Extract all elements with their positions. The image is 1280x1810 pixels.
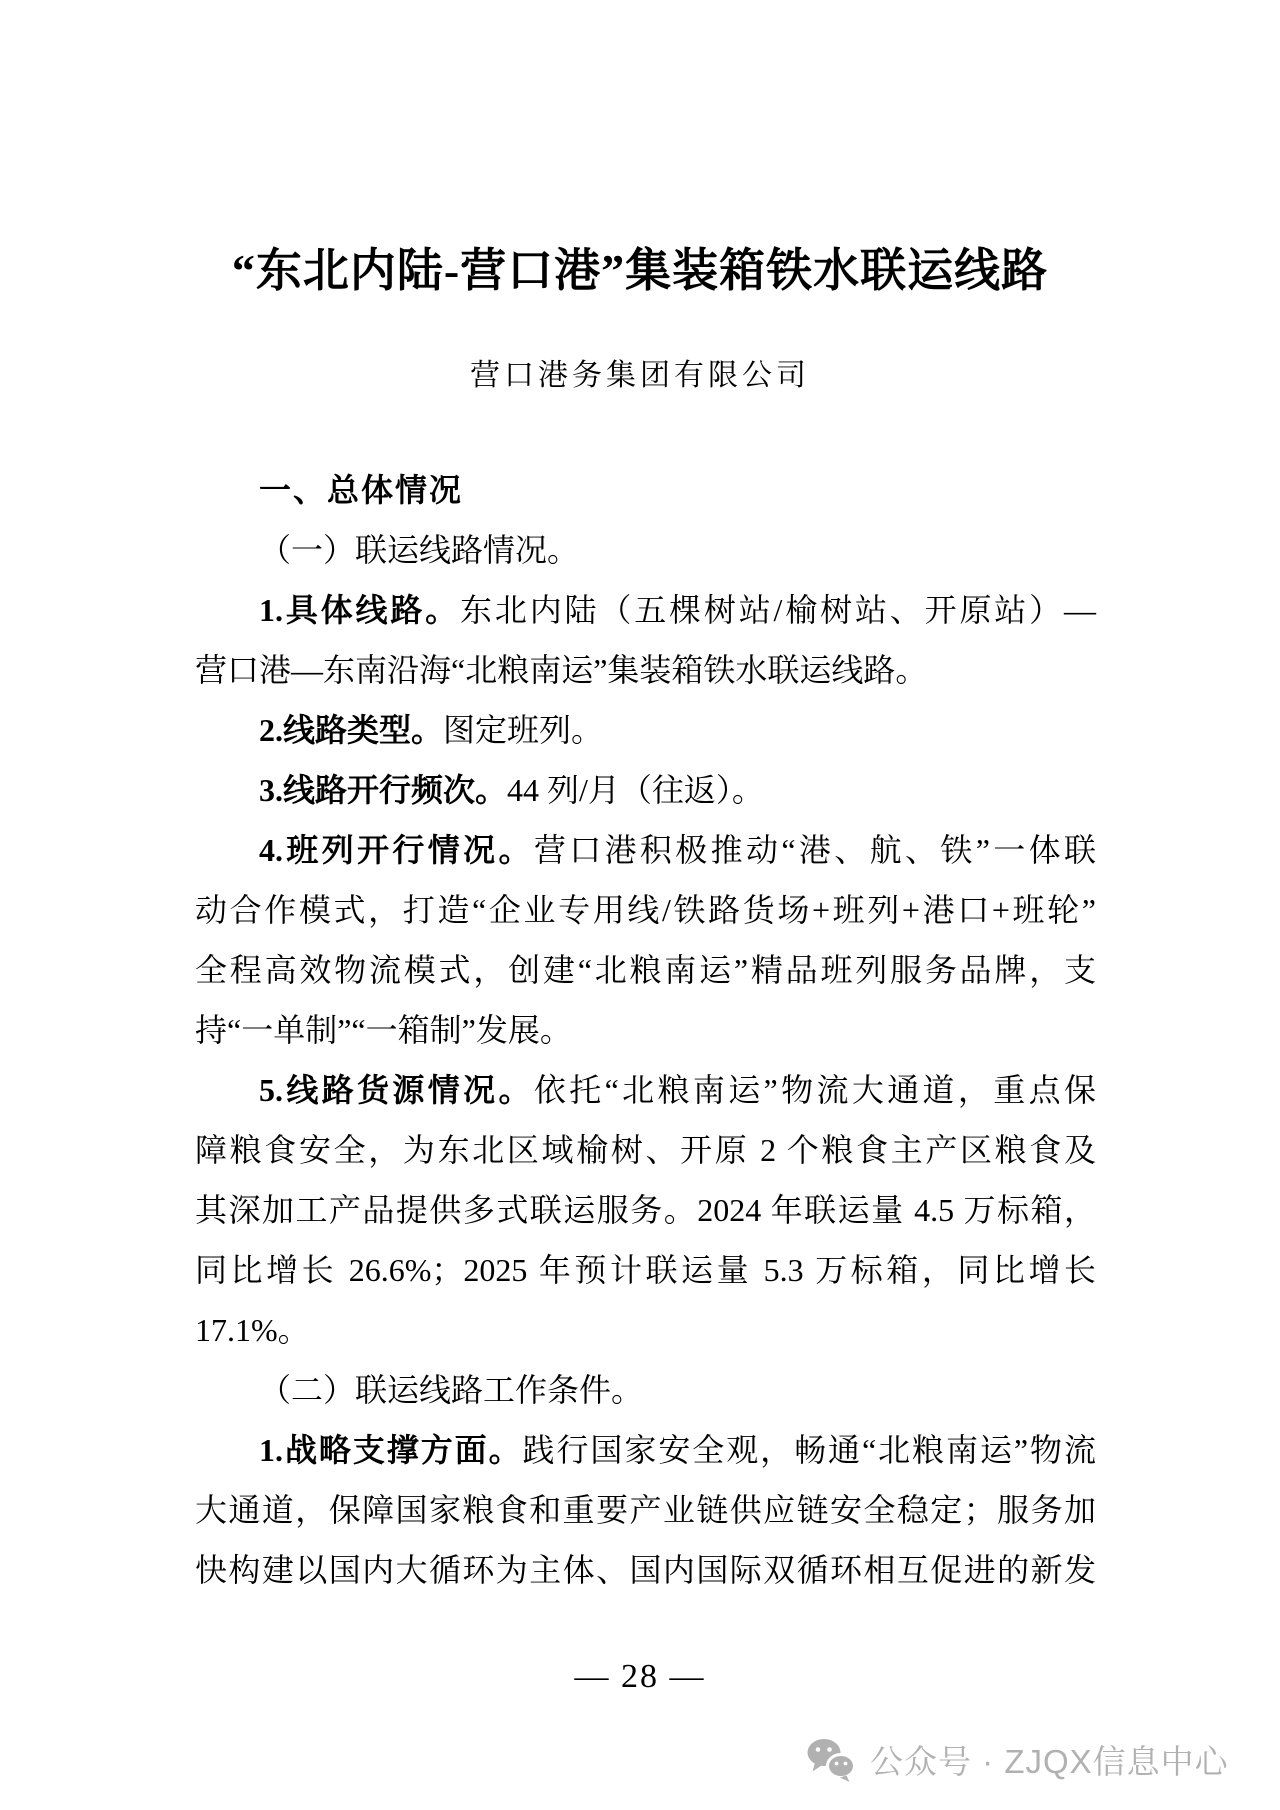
paragraph-line: 大通道，保障国家粮食和重要产业链供应链安全稳定；服务加 <box>195 1492 1096 1528</box>
paragraph-text: 依托“北粮南运”物流大通道，重点保 <box>533 1072 1096 1108</box>
paragraph-line: 持“一单制”“一箱制”发展。 <box>195 1012 572 1048</box>
paragraph-line: 同比增长 26.6%；2025 年预计联运量 5.3 万标箱，同比增长 <box>195 1252 1096 1288</box>
paragraph-line: 营口港—东南沿海“北粮南运”集装箱铁水联运线路。 <box>195 652 928 688</box>
page-number: — 28 — <box>574 1658 706 1695</box>
paragraph-line: 障粮食安全，为东北区域榆树、开原 2 个粮食主产区粮食及 <box>195 1132 1096 1168</box>
paragraph-line <box>195 1060 1096 1120</box>
paragraph-text: 44 列/月（往返）。 <box>507 772 764 808</box>
paragraph-text: 东北内陆（五棵树站/榆树站、开原站）— <box>460 592 1096 628</box>
paragraph-lead: 1.战略支撑方面。 <box>259 1432 523 1468</box>
document-title: “东北内陆-营口港”集装箱铁水联运线路 <box>231 245 1049 296</box>
paragraph-text: 践行国家安全观，畅通“北粮南运”物流 <box>522 1432 1096 1468</box>
subsection-heading-work-conditions: （二）联运线路工作条件。 <box>259 1372 644 1408</box>
wechat-icon <box>806 1737 856 1783</box>
watermark-text: 公众号 · ZJQX信息中心 <box>870 1743 1229 1780</box>
paragraph-line <box>195 700 1096 760</box>
document-subtitle: 营口港务集团有限公司 <box>470 359 810 392</box>
paragraph-lead: 2.线路类型。 <box>259 712 444 748</box>
paragraph-lead: 5.线路货源情况。 <box>259 1072 534 1108</box>
paragraph-line <box>195 580 1096 640</box>
paragraph-lead: 3.线路开行频次。 <box>259 772 508 808</box>
watermark <box>806 1736 1229 1783</box>
section-heading-overview: 一、总体情况 <box>259 472 464 508</box>
paragraph-line: 其深加工产品提供多式联运服务。2024 年联运量 4.5 万标箱， <box>195 1192 1096 1228</box>
paragraph-line: 快构建以国内大循环为主体、国内国际双循环相互促进的新发 <box>195 1552 1096 1588</box>
paragraph-lead: 1.具体线路。 <box>259 592 461 628</box>
document-body <box>195 460 1096 1600</box>
paragraph-line: 17.1%。 <box>195 1312 310 1348</box>
paragraph-line: 动合作模式，打造“企业专用线/铁路货场+班列+港口+班轮” <box>195 892 1096 928</box>
paragraph-line <box>195 1420 1096 1480</box>
paragraph-line <box>195 760 1096 820</box>
paragraph-text: 营口港积极推动“港、航、铁”一体联 <box>533 832 1096 868</box>
paragraph-lead: 4.班列开行情况。 <box>259 832 534 868</box>
subsection-heading-line-status: （一）联运线路情况。 <box>259 532 580 568</box>
paragraph-line <box>195 820 1096 880</box>
paragraph-text: 图定班列。 <box>443 712 604 748</box>
paragraph-line: 全程高效物流模式，创建“北粮南运”精品班列服务品牌，支 <box>195 952 1096 988</box>
